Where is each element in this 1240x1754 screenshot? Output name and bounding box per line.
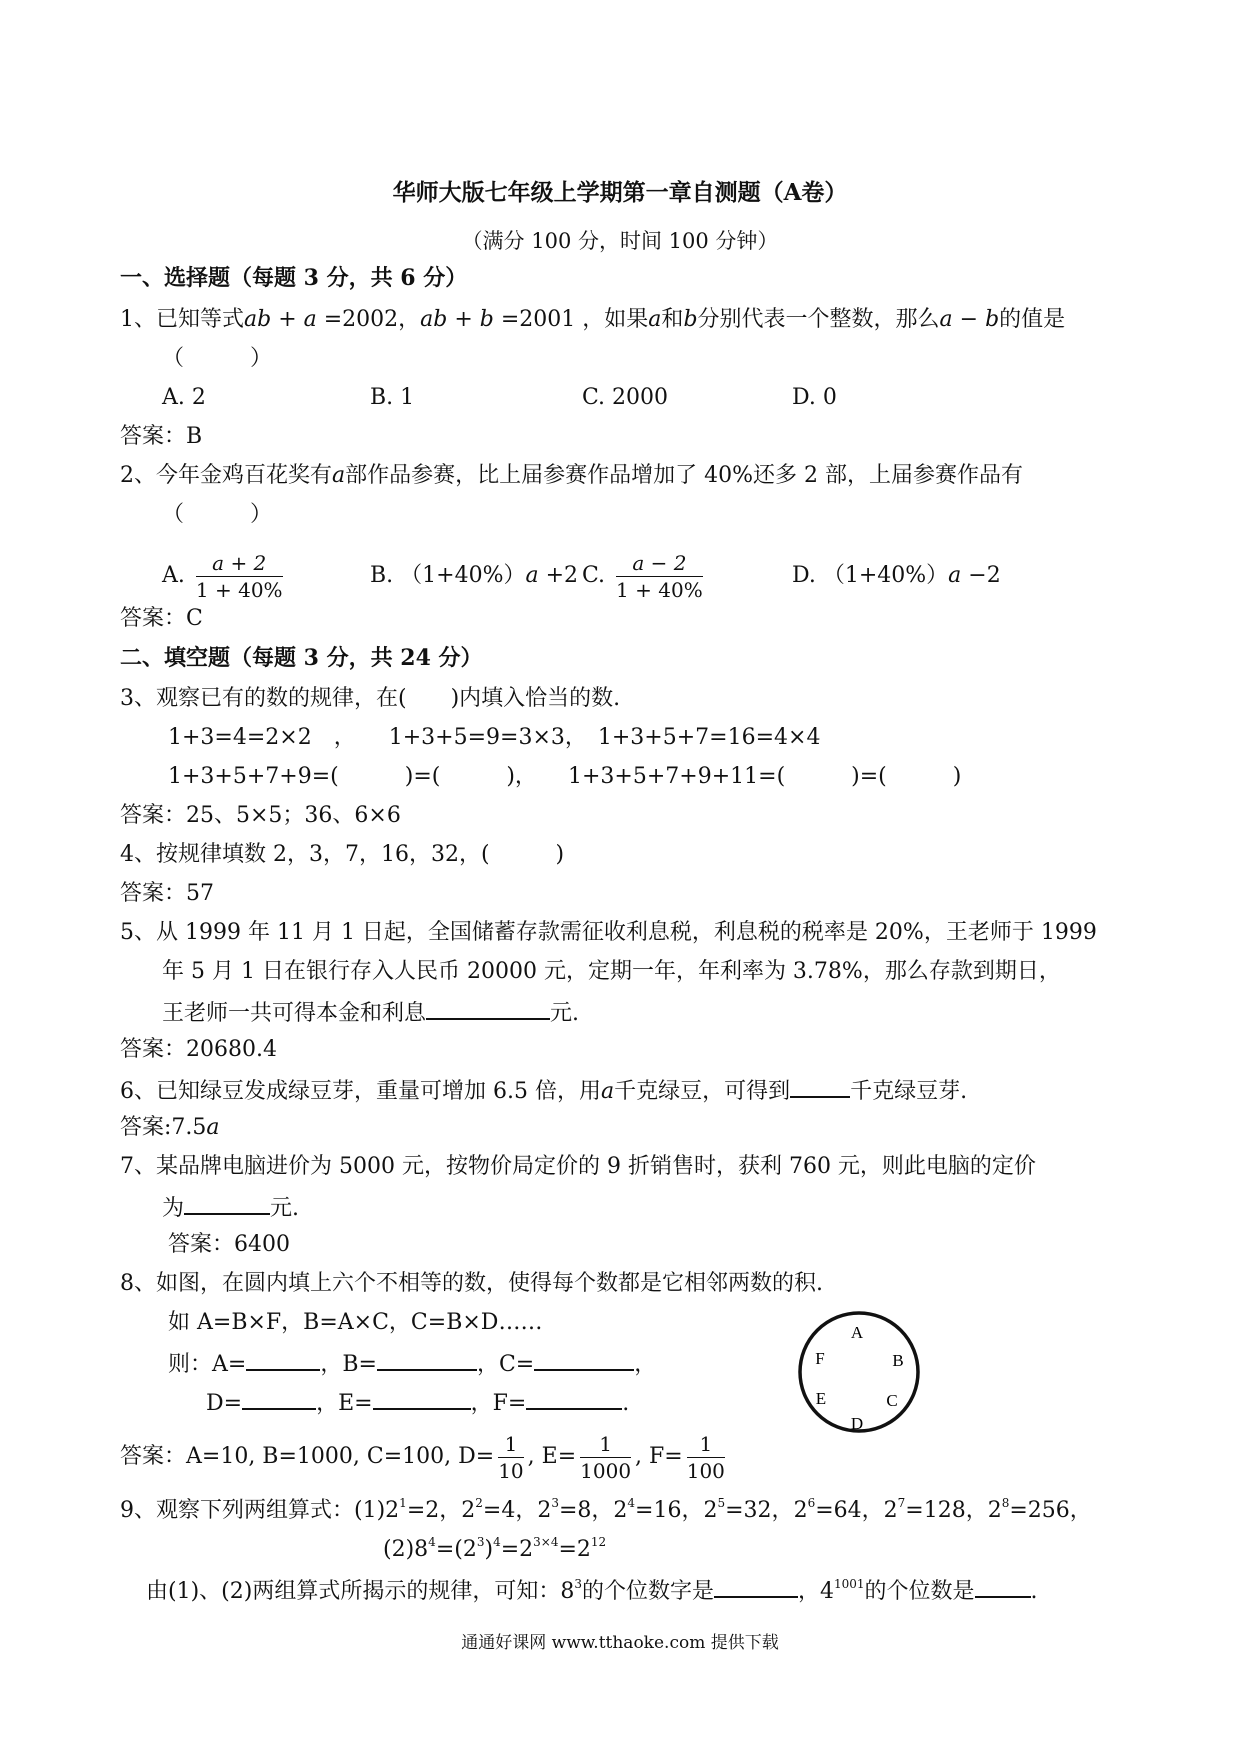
- question-7-line-2: [162, 1191, 299, 1224]
- q2-answer: 答案：C: [120, 606, 203, 631]
- circle-label-c: C: [886, 1391, 898, 1410]
- q8-answer-f-label: , F=: [635, 1444, 683, 1469]
- q9-g1-value: =128，: [905, 1498, 988, 1523]
- q8-comma: ，: [634, 1352, 657, 1377]
- q8-answer-d-fraction: [498, 1431, 523, 1484]
- section-heading-choice: 一、选择题（每题 3 分，共 6 分）: [120, 265, 468, 291]
- q6-answer-var: a: [206, 1115, 220, 1140]
- q2-option-d: [792, 561, 1001, 591]
- q9-g2-d: =2: [500, 1537, 534, 1562]
- q8-period: .: [622, 1391, 630, 1416]
- q6-text-b: 千克绿豆，可得到: [614, 1079, 791, 1104]
- q5-unit: 元.: [550, 1001, 580, 1026]
- q8-f-denominator: 100: [686, 1458, 725, 1483]
- q1-expr1: ab + a: [244, 307, 317, 332]
- q9-g1-value: =4，: [482, 1498, 538, 1523]
- question-6: [120, 1074, 967, 1107]
- q8-d-denominator: 10: [498, 1458, 524, 1483]
- q2-option-a-denominator: 1 + 40%: [195, 577, 283, 602]
- question-9: [120, 1496, 1092, 1526]
- q2-paren: （ ）: [162, 502, 273, 527]
- q1-var-a: a: [648, 307, 662, 332]
- question-8: 8、如图，在圆内填上六个不相等的数，使得每个数都是它相邻两数的积.: [120, 1271, 823, 1296]
- q8-b-blank: [377, 1347, 477, 1371]
- q8-answer-text: 答案：A=10, B=1000, C=100, D=: [120, 1444, 495, 1469]
- q6-text-c: 千克绿豆芽.: [850, 1079, 968, 1104]
- q8-e-numerator: 1: [580, 1431, 631, 1458]
- q9-g1-value: =8，: [558, 1498, 614, 1523]
- q9-g2-e: =2: [558, 1537, 591, 1562]
- circle-label-a: A: [850, 1323, 864, 1342]
- q6-text-a: 6、已知绿豆发成绿豆芽，重量可增加 6.5 倍，用: [120, 1079, 601, 1104]
- q8-a-label: 则：A=: [168, 1352, 247, 1377]
- q2-option-c-numerator: a − 2: [616, 550, 703, 577]
- question-5-line-1: 5、从 1999 年 11 月 1 日起，全国储蓄存款需征收利息税，利息税的税率是 20%，王老师于 1999: [120, 920, 1097, 945]
- question-2: [120, 461, 1023, 491]
- q9-blank-2: [975, 1574, 1031, 1598]
- q6-answer: [120, 1113, 220, 1143]
- q6-answer-text: 答案:7.5: [120, 1115, 207, 1140]
- q9-group-2: [383, 1535, 606, 1565]
- q8-d-label: D=: [206, 1391, 243, 1416]
- question-5-line-3: [162, 996, 579, 1029]
- q2-option-a: [162, 546, 287, 606]
- q9-lead: 9、观察下列两组算式：: [120, 1498, 354, 1523]
- q9-conc-e: .: [1030, 1579, 1038, 1604]
- circle-diagram: [795, 1308, 923, 1436]
- q9-g1-value: =256，: [1009, 1498, 1092, 1523]
- question-3: 3、观察已有的数的规律，在( )内填入恰当的数.: [120, 686, 621, 711]
- q9-g1-base: 2: [987, 1498, 1002, 1523]
- q8-example: 如 A=B×F，B=A×C，C=B×D……: [168, 1310, 543, 1335]
- q2-option-c: [582, 546, 707, 606]
- q9-g1-exp: 6: [807, 1496, 816, 1510]
- section-heading-fill: 二、填空题（每题 3 分，共 24 分）: [120, 645, 483, 671]
- circle-figure: [795, 1308, 923, 1436]
- q6-var-a: a: [600, 1079, 615, 1104]
- q9-g2-b-exp: 3: [476, 1535, 485, 1549]
- q1-and: 和: [661, 307, 684, 332]
- circle-label-e: E: [815, 1389, 827, 1408]
- q3-row-1: 1+3=4=2×2 ， 1+3+5=9=3×3， 1+3+5+7=16=4×4: [168, 725, 821, 750]
- q9-g1-exp: 1: [399, 1496, 407, 1510]
- q8-answer-e-fraction: [580, 1431, 631, 1484]
- q2-option-d-text: D. （1+40%）: [792, 563, 949, 588]
- q2-option-c-denominator: 1 + 40%: [616, 577, 703, 602]
- q8-e-blank: [373, 1386, 471, 1410]
- q9-g1-base: 2: [613, 1498, 628, 1523]
- question-4: 4、按规律填数 2，3，7，16，32，( ): [120, 842, 565, 867]
- q9-g1-exp: 2: [475, 1496, 483, 1510]
- q9-g1-exp: 5: [717, 1496, 726, 1510]
- q9-conc-a: 由(1)、(2)两组算式所揭示的规律，可知：8: [146, 1579, 575, 1604]
- question-1: [120, 305, 1065, 335]
- q5-answer: 答案：20680.4: [120, 1037, 277, 1062]
- q9-g1-base: 2: [703, 1498, 718, 1523]
- q9-g1-value: =16，: [635, 1498, 704, 1523]
- q2-var-a: a: [332, 463, 346, 488]
- q8-e-label: ，E=: [316, 1391, 373, 1416]
- q9-g1-base: 2: [793, 1498, 808, 1523]
- q9-conc-exp-1: 3: [574, 1577, 582, 1591]
- q9-group-1: [385, 1498, 1092, 1523]
- q1-option-c: C. 2000: [582, 385, 669, 410]
- q1-expr3: a − b: [939, 307, 1000, 332]
- q9-g2-a-exp: 4: [428, 1535, 436, 1549]
- q9-conc-exp-2: 1001: [833, 1577, 865, 1591]
- q1-eq1: =2002，: [316, 307, 421, 332]
- q9-g2-e-exp: 12: [590, 1535, 607, 1549]
- q9-g2-c: ): [484, 1537, 494, 1562]
- q8-answer-f-fraction: [687, 1431, 725, 1484]
- q1-option-d: D. 0: [792, 385, 837, 410]
- q2-num: 2、今年金鸡百花奖有: [120, 463, 332, 488]
- q9-g1-value: =64，: [815, 1498, 884, 1523]
- q8-d-blank: [242, 1386, 316, 1410]
- q3-answer: 答案：25、5×5；36、6×6: [120, 803, 401, 828]
- q3-row-2b: 1+3+5+7+9+11=( )=( ): [568, 764, 962, 789]
- q2-option-b-tail: +2: [538, 563, 579, 588]
- q4-answer: 答案：57: [120, 881, 214, 906]
- q1-eq2: =2001 ，如果: [493, 307, 649, 332]
- q9-g2-d-exp: 3×4: [533, 1535, 559, 1549]
- q2-option-d-tail: −2: [961, 563, 1001, 588]
- q3-row-2a: 1+3+5+7+9=( )=( )，: [168, 764, 537, 789]
- q1-expr2: ab + b: [420, 307, 494, 332]
- q1-paren: （ ）: [162, 346, 273, 371]
- q7-unit: 元.: [270, 1196, 300, 1221]
- q1-num: 1、已知等式: [120, 307, 244, 332]
- q9-blank-1: [714, 1574, 798, 1598]
- q1-mid: 分别代表一个整数，那么: [697, 307, 940, 332]
- q9-g1-exp: 8: [1001, 1496, 1010, 1510]
- question-7-line-1: 7、某品牌电脑进价为 5000 元，按物价局定价的 9 折销售时，获利 760 元，则此电脑的定价: [120, 1154, 1036, 1179]
- q1-tail: 的值是: [999, 307, 1066, 332]
- q9-g1-exp: 7: [897, 1496, 906, 1510]
- q8-a-blank: [246, 1347, 320, 1371]
- q8-c-blank: [534, 1347, 634, 1371]
- q2-option-b-var: a: [525, 563, 539, 588]
- q2-option-c-fraction: [616, 550, 703, 603]
- q8-e-denominator: 1000: [580, 1458, 632, 1483]
- q9-g1-value: =2，: [406, 1498, 462, 1523]
- q9-g2-a: 8: [414, 1537, 429, 1562]
- q9-g1-base: 2: [883, 1498, 898, 1523]
- circle-label-b: B: [892, 1351, 904, 1370]
- q6-answer-blank: [790, 1074, 850, 1098]
- q8-f-blank: [526, 1386, 622, 1410]
- q1-answer: 答案：B: [120, 424, 203, 449]
- footer-source: 通通好课网 www.tthaoke.com 提供下载: [461, 1633, 779, 1653]
- q9-conc-d: 的个位数是: [864, 1579, 975, 1604]
- q5-line-3-text: 王老师一共可得本金和利息: [162, 1001, 427, 1026]
- q2-option-a-label: A.: [162, 563, 185, 588]
- q8-answer-e-label: , E=: [527, 1444, 577, 1469]
- q9-g1-base: 2: [385, 1498, 400, 1523]
- circle-label-d: D: [850, 1414, 864, 1433]
- q9-g1-exp: 4: [627, 1496, 636, 1510]
- q1-option-b: B. 1: [370, 385, 415, 410]
- q2-option-c-label: C.: [582, 563, 606, 588]
- q7-line-2-text: 为: [162, 1196, 185, 1221]
- question-5-line-2: 年 5 月 1 日在银行存入人民币 20000 元，定期一年，年利率为 3.78%，那么存款到期日，: [162, 959, 1061, 984]
- q2-text: 部作品参赛，比上届参赛作品增加了 40%还多 2 部，上届参赛作品有: [345, 463, 1024, 488]
- q2-option-b: [370, 561, 578, 591]
- q8-b-label: ，B=: [320, 1352, 377, 1377]
- q2-option-a-numerator: a + 2: [196, 550, 283, 577]
- q7-answer-blank: [184, 1191, 270, 1215]
- q9-g1-exp: 3: [551, 1496, 559, 1510]
- q9-g1-base: 2: [461, 1498, 476, 1523]
- q9-g2-b: =(2: [435, 1537, 477, 1562]
- q8-c-label: ，C=: [476, 1352, 535, 1377]
- q9-group-2-label: (2): [383, 1537, 415, 1562]
- q9-g1-base: 2: [537, 1498, 552, 1523]
- q8-answer: [120, 1427, 729, 1487]
- q9-g2-c-exp: 4: [493, 1535, 501, 1549]
- q8-f-numerator: 1: [687, 1431, 725, 1458]
- q9-conc-b: 的个位数字是: [581, 1579, 714, 1604]
- circle-label-f: F: [815, 1349, 825, 1368]
- q9-g1-value: =32，: [725, 1498, 794, 1523]
- q8-row-def: [206, 1386, 629, 1419]
- q8-row-abc: [168, 1347, 656, 1380]
- q5-answer-blank: [426, 996, 550, 1020]
- q9-conc-c: ，4: [797, 1579, 834, 1604]
- page-title: 华师大版七年级上学期第一章自测题（A卷）: [392, 179, 848, 206]
- page-subtitle: （满分 100 分，时间 100 分钟）: [461, 229, 779, 253]
- q2-option-a-fraction: [196, 550, 283, 603]
- q9-conclusion: [146, 1574, 1038, 1607]
- q1-var-b: b: [683, 307, 698, 332]
- q8-f-label: ，F=: [470, 1391, 527, 1416]
- q9-group-1-label: (1): [354, 1498, 386, 1523]
- q1-option-a: A. 2: [162, 385, 206, 410]
- q7-answer: 答案：6400: [168, 1232, 290, 1257]
- q2-option-b-text: B. （1+40%）: [370, 563, 526, 588]
- q2-option-d-var: a: [948, 563, 962, 588]
- q8-d-numerator: 1: [498, 1431, 523, 1458]
